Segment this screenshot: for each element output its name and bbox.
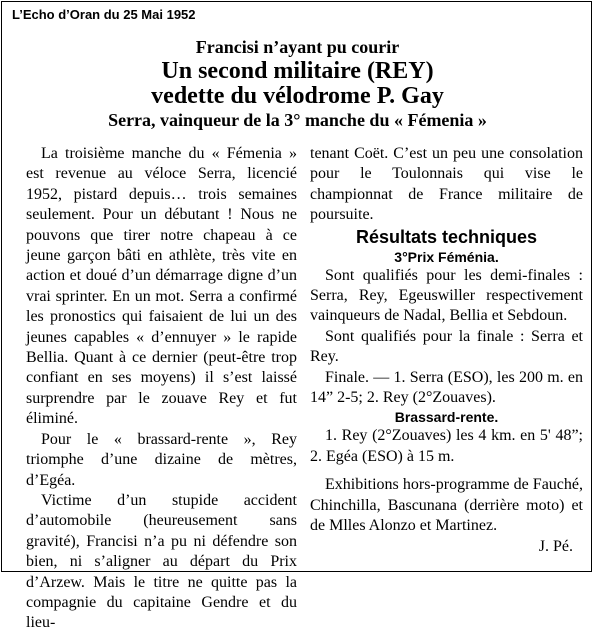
final-result: Finale. — 1. Serra (ESO), les 200 m. en 14” 2-5; 2. Rey (2°Zouaves). [310, 368, 583, 407]
prix-heading: 3°Prix Féménia. [394, 248, 499, 265]
headline-title-line2: vedette du vélodrome P. Gay [151, 83, 444, 109]
source-line: L’Echo d’Oran du 25 Mai 1952 [12, 7, 196, 22]
brassard-result: 1. Rey (2°Zouaves) les 4 km. en 5' 48”; 2. Egéa (ESO) à 15 m. [310, 427, 583, 465]
headline-subtitle: Serra, vainqueur de la 3° manche du « Fémenia » [108, 110, 487, 130]
results-heading: Résultats techniques [355, 226, 538, 247]
headline-title-line1: Un second militaire (REY) [161, 58, 434, 84]
paragraph-3: Victime d’un stupide accident d’automobile (heureusement sans gravité), Francisi n’a pu ni défendre son bien, ni s’aligner au départ du Prix d’Arzew. Mais le titre ne quitte pas la compagnie du capitaine Gendre et du lieu- [26, 491, 297, 632]
spacer [310, 467, 583, 475]
final-qualifiers: Sont qualifiés pour la finale : Serra et Rey. [310, 327, 583, 366]
left-column [26, 144, 297, 634]
right-column [310, 144, 583, 557]
headline-kicker: Francisi n’ayant pu courir [195, 37, 400, 57]
paragraph-1: La troisième manche du « Fémenia » est revenue au véloce Serra, licencié 1952, pistard depuis… trois semaines seulement. Pour un débutant ! Nous ne pouvons que tirer notre chapeau à ce jeune garçon bâti en athlète, très vite en action et doué d’un démarrage digne d’un vrai sprinter. En un mot. Serra a confirmé les pronostics qui faisaient de lui un des jeunes capables « d’ennuyer » le rapide Bellia. Quant à ce dernier (peut-être trop confiant en ses moyens) il s’est laissé surprendre par le zouave Rey et fut éliminé. [26, 145, 297, 428]
paragraph-2: Pour le « brassard-rente », Rey triomphe d’une dizaine de mètres, d’Egéa. [26, 430, 297, 489]
paragraph-continuation: tenant Coët. C’est un peu une consolation pour le Toulonnais qui vise le championnat de France militaire de poursuite. [310, 145, 583, 224]
brassard-heading: Brassard-rente. [394, 409, 499, 426]
exhibitions: Exhibitions hors-programme de Fauché, Chinchilla, Bascunana (derrière moto) et de Mlles Alonzo et Martinez. [310, 476, 583, 535]
signature: J. Pé. [538, 537, 573, 555]
semifinal-qualifiers: Sont qualifiés pour les demi-finales : Serra, Rey, Egeuswiller respectivement vainqueurs de Nadal, Bellia et Sebdoun. [310, 266, 583, 325]
